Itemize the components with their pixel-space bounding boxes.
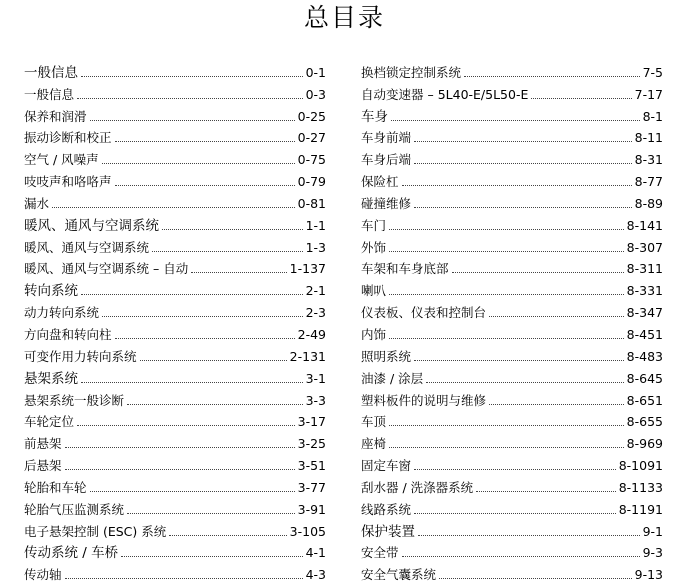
toc-entry-page-number: 8-347: [626, 305, 663, 321]
toc-entry-label: 外饰: [361, 239, 387, 255]
dot-leader: [389, 447, 624, 448]
toc-column-right: [361, 59, 663, 583]
toc-entry-page-number: 8-1091: [618, 458, 663, 474]
toc-entry-page-number: 8-645: [626, 370, 663, 386]
dot-leader: [81, 382, 303, 383]
toc-entry-page-number: 3-105: [289, 523, 326, 539]
toc-entry-page-number: 0-25: [297, 108, 326, 124]
toc-entry-page-number: 8-969: [626, 436, 663, 452]
dot-leader: [127, 404, 303, 405]
dot-leader: [414, 163, 632, 164]
toc-entry[interactable]: [24, 256, 326, 278]
toc-entry[interactable]: [361, 277, 663, 299]
toc-entry-page-number: 8-655: [626, 414, 663, 430]
toc-entry-label: 轮胎和车轮: [24, 479, 87, 495]
dot-leader: [81, 294, 303, 295]
toc-entry[interactable]: [361, 59, 663, 81]
toc-entry-label: 安全带: [361, 545, 399, 561]
toc-entry[interactable]: [361, 81, 663, 103]
toc-entry-page-number: 9-1: [642, 523, 663, 539]
toc-entry-page-number: 8-651: [626, 392, 663, 408]
toc-entry[interactable]: [24, 168, 326, 190]
toc-entry-page-number: 2-131: [289, 348, 326, 364]
dot-leader: [418, 535, 640, 536]
dot-leader: [414, 469, 616, 470]
toc-entry-page-number: 3-25: [297, 436, 326, 452]
dot-leader: [152, 251, 303, 252]
toc-entry-label: 塑料板件的说明与维修: [361, 392, 487, 408]
dot-leader: [391, 120, 640, 121]
dot-leader: [389, 229, 624, 230]
dot-leader: [65, 447, 295, 448]
toc-entry-page-number: 7-5: [642, 64, 663, 80]
toc-entry-page-number: 8-451: [626, 326, 663, 342]
toc-entry-label: 固定车窗: [361, 458, 412, 474]
toc-entry-page-number: 9-3: [642, 545, 663, 561]
toc-entry-label: 暖风、通风与空调系统: [24, 217, 159, 234]
dot-leader: [489, 316, 624, 317]
toc-entry-label: 传动轴: [24, 567, 62, 583]
toc-entry-page-number: 0-27: [297, 130, 326, 146]
toc-entry-label: 车门: [361, 217, 387, 233]
dot-leader: [115, 185, 295, 186]
toc-entry-label: 油漆 / 涂层: [361, 370, 424, 386]
toc-entry[interactable]: [24, 212, 326, 234]
toc-entry-label: 吱吱声和咯咯声: [24, 174, 112, 190]
toc-entry-label: 车轮定位: [24, 414, 75, 430]
toc-entry-page-number: 8-141: [626, 217, 663, 233]
toc-entry-page-number: 3-51: [297, 458, 326, 474]
toc-entry-page-number: 1-137: [289, 261, 326, 277]
toc-entry-page-number: 0-79: [297, 174, 326, 190]
toc-entry-page-number: 8-331: [626, 283, 663, 299]
toc-entry-page-number: 3-91: [297, 501, 326, 517]
toc-entry-label: 车身前端: [361, 130, 412, 146]
toc-entry-label: 保养和润滑: [24, 108, 87, 124]
dot-leader: [121, 556, 302, 557]
dot-leader: [140, 360, 287, 361]
toc-entry[interactable]: [24, 190, 326, 212]
toc-entry[interactable]: [24, 430, 326, 452]
toc-entry-page-number: 8-483: [626, 348, 663, 364]
toc-entry-page-number: 2-49: [297, 326, 326, 342]
toc-entry-page-number: 3-77: [297, 479, 326, 495]
toc-entry[interactable]: [24, 343, 326, 365]
toc-entry-page-number: 8-31: [634, 152, 663, 168]
toc-entry-label: 方向盘和转向柱: [24, 326, 112, 342]
toc-entry[interactable]: [24, 409, 326, 431]
toc-entry-label: 前悬架: [24, 436, 62, 452]
toc-entry-label: 一般信息: [24, 86, 75, 102]
dot-leader: [452, 272, 624, 273]
dot-leader: [414, 360, 624, 361]
dot-leader: [476, 491, 616, 492]
dot-leader: [52, 207, 295, 208]
toc-entry[interactable]: [24, 299, 326, 321]
toc-entry-label: 传动系统 / 车桥: [24, 545, 119, 562]
toc-entry[interactable]: [361, 234, 663, 256]
toc-entry-label: 可变作用力转向系统: [24, 348, 137, 364]
toc-entry-label: 车顶: [361, 414, 387, 430]
toc-entry[interactable]: [361, 474, 663, 496]
toc-entry-page-number: 3-1: [305, 370, 326, 386]
toc-entry-page-number: 2-3: [305, 305, 326, 321]
dot-leader: [65, 469, 295, 470]
toc-entry[interactable]: [361, 387, 663, 409]
dot-leader: [65, 578, 303, 579]
dot-leader: [127, 513, 295, 514]
dot-leader: [464, 76, 640, 77]
toc-entry-label: 漏水: [24, 195, 50, 211]
dot-leader: [102, 163, 295, 164]
toc-entry-page-number: 2-1: [305, 283, 326, 299]
toc-entry[interactable]: [361, 190, 663, 212]
dot-leader: [115, 141, 295, 142]
toc-entry[interactable]: [361, 561, 663, 583]
toc-entry[interactable]: [24, 387, 326, 409]
toc-entry[interactable]: [24, 103, 326, 125]
toc-entry[interactable]: [24, 474, 326, 496]
toc-entry-page-number: 8-11: [634, 130, 663, 146]
toc-entry[interactable]: [24, 540, 326, 562]
toc-entry-page-number: 1-3: [305, 239, 326, 255]
toc-entry[interactable]: [361, 496, 663, 518]
dot-leader: [489, 404, 624, 405]
dot-leader: [402, 185, 632, 186]
toc-entry[interactable]: [361, 321, 663, 343]
toc-entry[interactable]: [361, 212, 663, 234]
dot-leader: [414, 513, 616, 514]
toc-entry-label: 车身: [361, 108, 388, 125]
toc-entry-label: 暖风、通风与空调系统: [24, 239, 150, 255]
toc-entry-label: 暖风、通风与空调系统 – 自动: [24, 261, 189, 277]
toc-entry[interactable]: [361, 409, 663, 431]
dot-leader: [81, 76, 303, 77]
toc-entry[interactable]: [361, 299, 663, 321]
dot-leader: [169, 535, 286, 536]
toc-entry[interactable]: [24, 321, 326, 343]
dot-leader: [531, 98, 631, 99]
toc-entry-page-number: 3-3: [305, 392, 326, 408]
toc-column-left: [24, 59, 326, 583]
toc-entry-page-number: 8-1: [642, 108, 663, 124]
toc-entry-label: 自动变速器 – 5L40-E/5L50-E: [361, 86, 529, 102]
toc-entry-label: 喇叭: [361, 283, 387, 299]
dot-leader: [90, 120, 295, 121]
toc-entry-label: 碰撞维修: [361, 195, 412, 211]
toc-entry[interactable]: [24, 561, 326, 583]
toc-entry[interactable]: [361, 540, 663, 562]
toc-entry-label: 保护装置: [361, 523, 415, 540]
dot-leader: [77, 425, 295, 426]
toc-entry-page-number: 8-89: [634, 195, 663, 211]
toc-entry[interactable]: [24, 496, 326, 518]
toc-entry-label: 电子悬架控制 (ESC) 系统: [24, 523, 167, 539]
toc-entry-page-number: 9-13: [634, 567, 663, 583]
toc-entry[interactable]: [361, 125, 663, 147]
toc-entry-label: 悬架系统: [24, 370, 78, 387]
toc-entry-page-number: 0-3: [305, 86, 326, 102]
toc-entry-page-number: 0-1: [305, 64, 326, 80]
toc-entry-page-number: 8-307: [626, 239, 663, 255]
toc-entry-label: 照明系统: [361, 348, 412, 364]
dot-leader: [115, 338, 295, 339]
toc-entry[interactable]: [24, 125, 326, 147]
toc-entry-page-number: 8-77: [634, 174, 663, 190]
toc-entry-label: 一般信息: [24, 64, 78, 81]
toc-entry-page-number: 7-17: [634, 86, 663, 102]
toc-entry[interactable]: [24, 452, 326, 474]
toc-entry-label: 动力转向系统: [24, 305, 100, 321]
dot-leader: [191, 272, 286, 273]
dot-leader: [402, 556, 640, 557]
toc-entry[interactable]: [361, 168, 663, 190]
toc-entry-label: 振动诊断和校正: [24, 130, 112, 146]
toc-entry[interactable]: [361, 365, 663, 387]
toc-entry-page-number: 3-17: [297, 414, 326, 430]
toc-entry[interactable]: [361, 518, 663, 540]
dot-leader: [414, 207, 632, 208]
toc-entry-page-number: 4-3: [305, 567, 326, 583]
toc-entry[interactable]: [24, 59, 326, 81]
toc-entry-label: 转向系统: [24, 283, 78, 300]
toc-entry-page-number: 1-1: [305, 217, 326, 233]
toc-entry-page-number: 4-1: [305, 545, 326, 561]
toc-entry[interactable]: [24, 518, 326, 540]
dot-leader: [389, 294, 624, 295]
dot-leader: [389, 425, 624, 426]
dot-leader: [162, 229, 303, 230]
toc-entry-page-number: 8-1191: [618, 501, 663, 517]
dot-leader: [439, 578, 632, 579]
toc-entry-label: 座椅: [361, 436, 387, 452]
page-title: 总目录: [303, 3, 385, 32]
dot-leader: [102, 316, 303, 317]
toc-entry-label: 换档锁定控制系统: [361, 64, 462, 80]
toc-entry-label: 刮水器 / 洗涤器系统: [361, 479, 474, 495]
toc-entry-page-number: 0-75: [297, 152, 326, 168]
toc-entry[interactable]: [361, 103, 663, 125]
toc-entry[interactable]: [24, 234, 326, 256]
toc-entry-label: 内饰: [361, 326, 387, 342]
toc-entry-label: 空气 / 风噪声: [24, 152, 99, 168]
dot-leader: [77, 98, 303, 99]
toc-entry[interactable]: [24, 146, 326, 168]
toc-entry-page-number: 0-81: [297, 195, 326, 211]
toc-entry-label: 线路系统: [361, 501, 412, 517]
dot-leader: [90, 491, 295, 492]
toc-entry[interactable]: [361, 452, 663, 474]
toc-entry[interactable]: [361, 343, 663, 365]
toc-entry-label: 轮胎气压监测系统: [24, 501, 125, 517]
dot-leader: [389, 338, 624, 339]
toc-entry-label: 仪表板、仪表和控制台: [361, 305, 487, 321]
toc-entry[interactable]: [361, 430, 663, 452]
toc-entry-label: 保险杠: [361, 174, 399, 190]
toc-entry-label: 安全气囊系统: [361, 567, 437, 583]
toc-entry-label: 后悬架: [24, 458, 62, 474]
toc-entry-page-number: 8-311: [626, 261, 663, 277]
toc-entry-label: 车身后端: [361, 152, 412, 168]
toc-entry[interactable]: [361, 146, 663, 168]
toc-entry-label: 悬架系统一般诊断: [24, 392, 125, 408]
dot-leader: [414, 141, 632, 142]
toc-entry[interactable]: [24, 277, 326, 299]
toc-entry-page-number: 8-1133: [618, 479, 663, 495]
dot-leader: [389, 251, 624, 252]
toc-entry[interactable]: [24, 81, 326, 103]
toc-entry[interactable]: [24, 365, 326, 387]
toc-entry-label: 车架和车身底部: [361, 261, 449, 277]
dot-leader: [426, 382, 624, 383]
toc-entry[interactable]: [361, 256, 663, 278]
